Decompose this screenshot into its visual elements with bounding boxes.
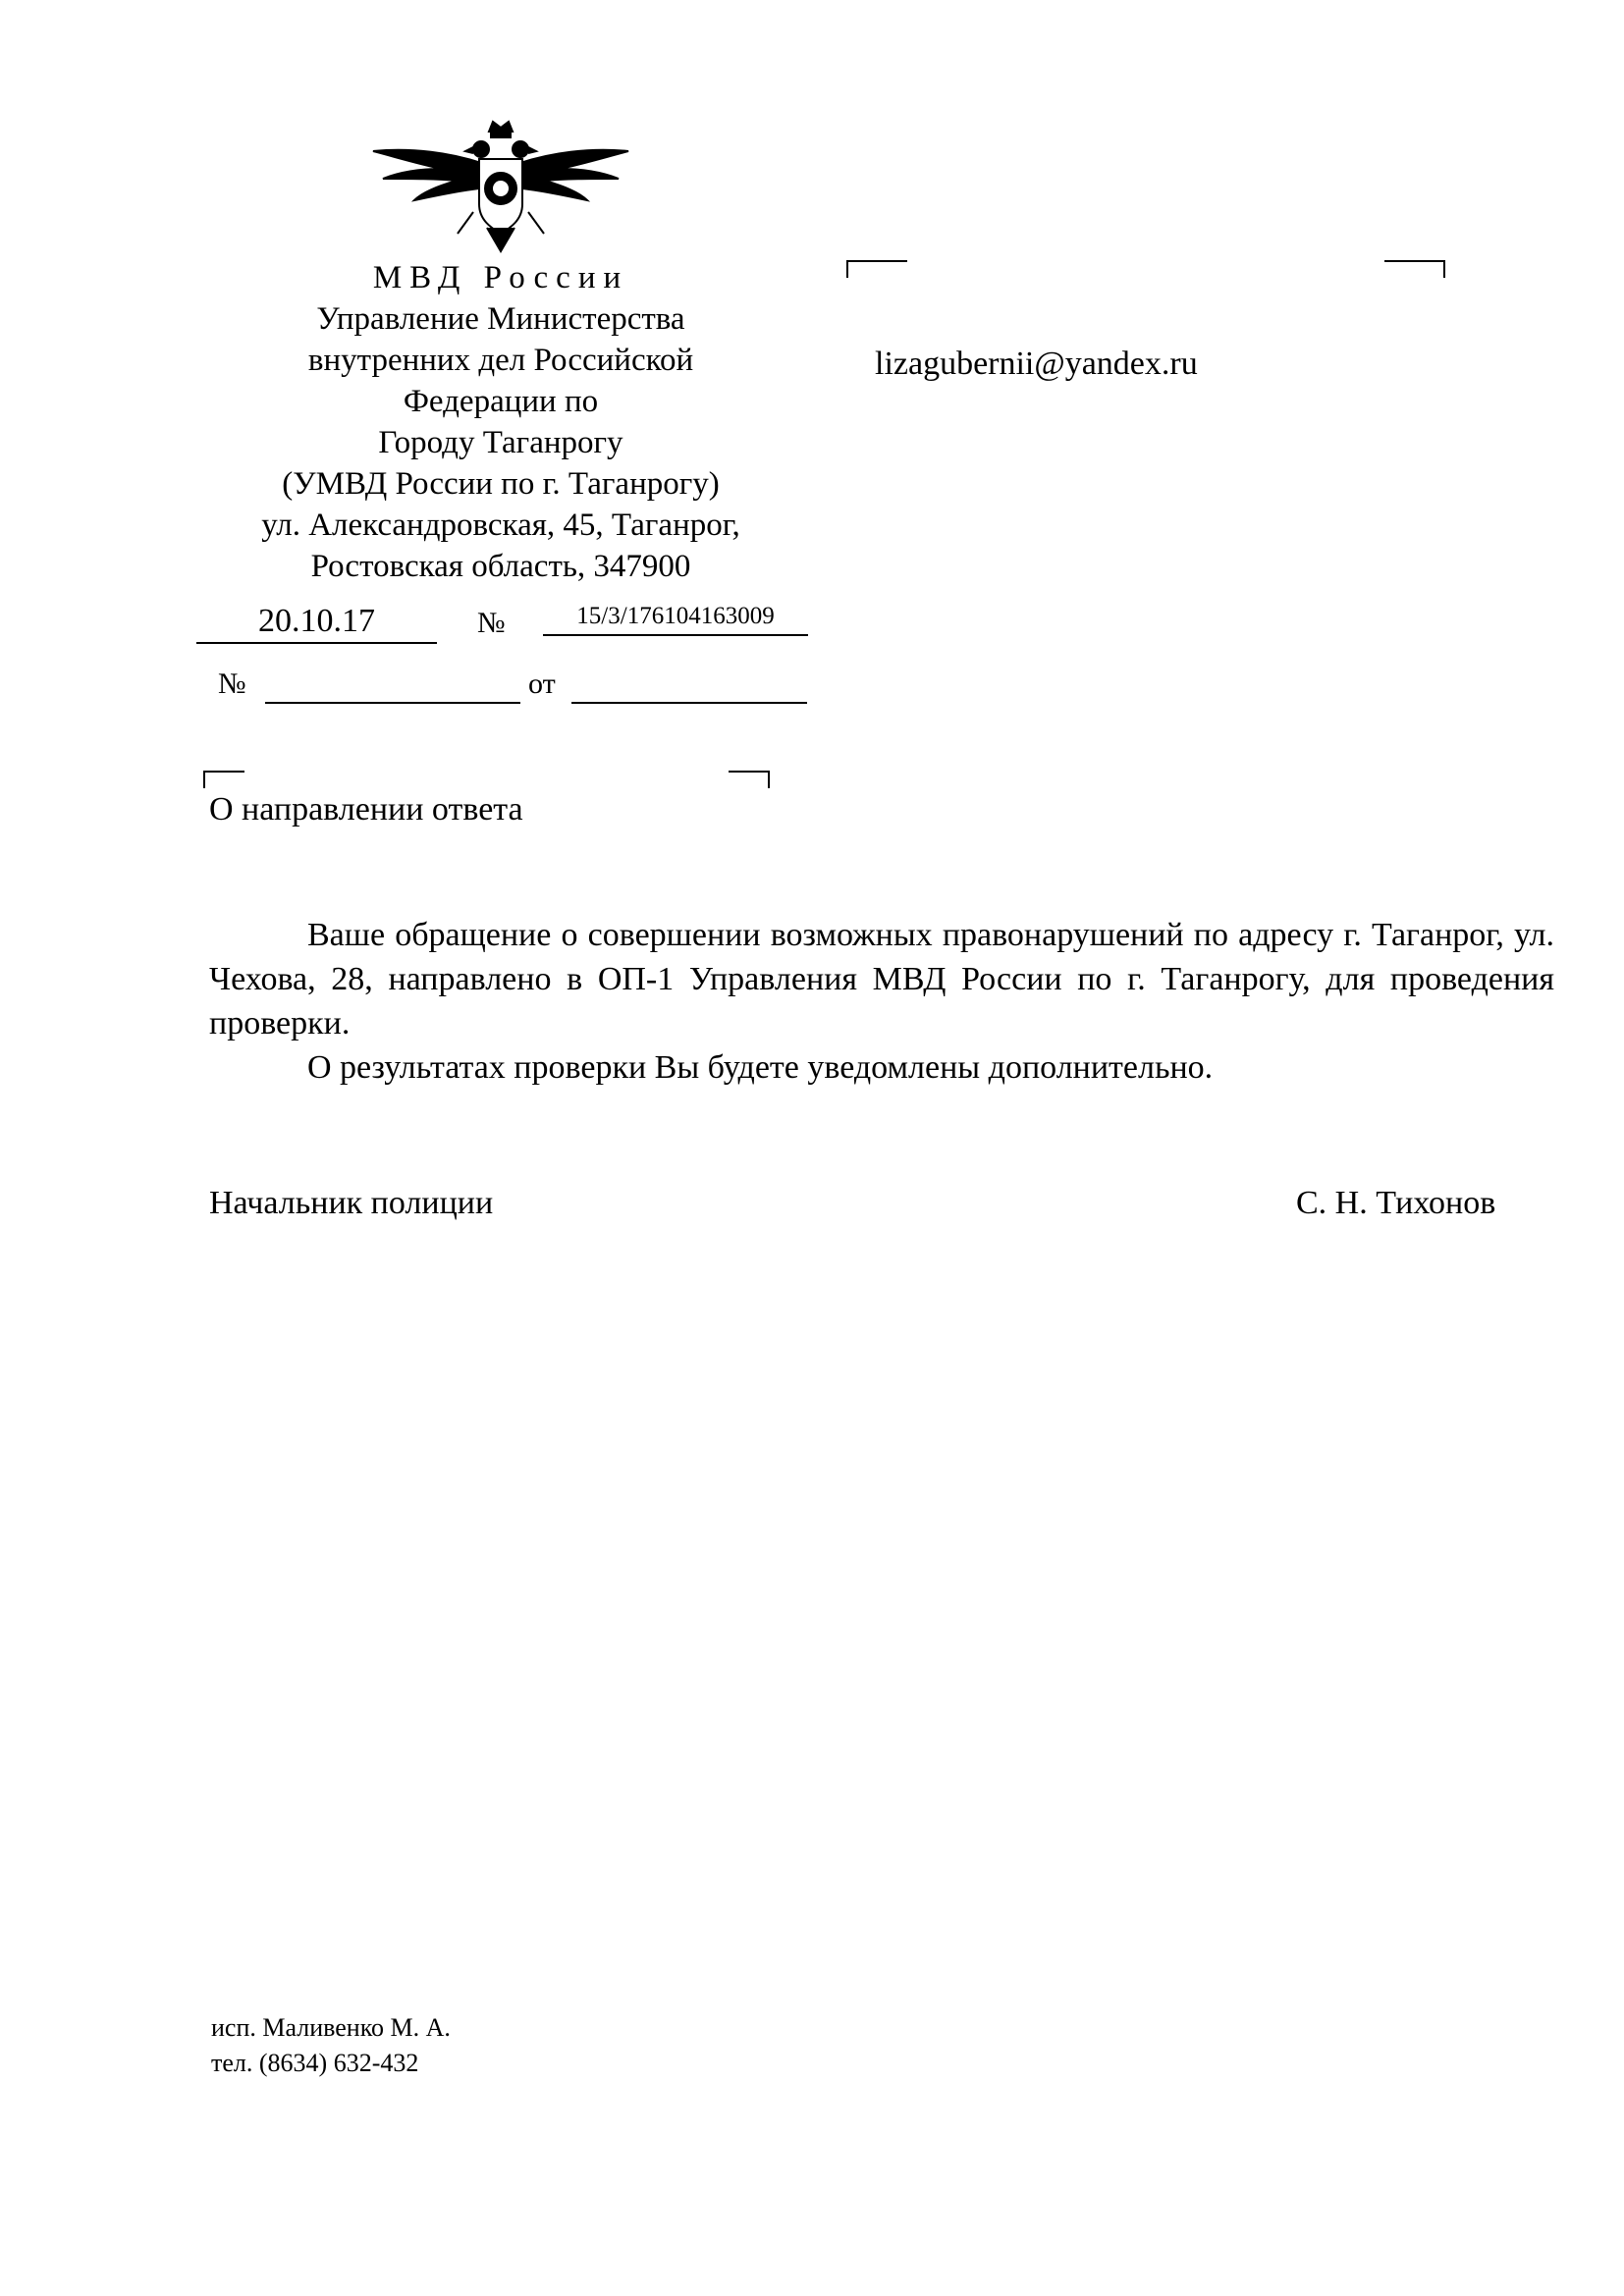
org-line: Федерации по [403, 384, 599, 419]
executor-name: исп. Маливенко М. А. [211, 2013, 451, 2042]
subject-corner-top-right [729, 771, 770, 788]
registration-number-sign: № [477, 607, 506, 639]
organization-details [196, 298, 805, 587]
body-paragraph: О результатах проверки Вы будете уведомлены дополнительно. [307, 1049, 1214, 1086]
reference-date-blank [571, 702, 807, 704]
subject-corner-top-left [203, 771, 244, 788]
mvd-eagle-emblem-icon [363, 118, 638, 255]
org-line: (УМВД России по г. Таганрогу) [282, 466, 720, 502]
organization-short-name: МВД России [372, 260, 629, 295]
signer-name: С. Н. Тихонов [1296, 1185, 1496, 1221]
org-line: Управление Министерства [316, 301, 685, 337]
registration-number: 15/3/176104163009 [543, 599, 808, 636]
reference-number-sign: № [218, 667, 246, 700]
executor-phone: тел. (8634) 632-432 [211, 2049, 419, 2077]
reference-number-blank [265, 702, 520, 704]
registration-date: 20.10.17 [196, 601, 437, 644]
reference-from-label: от [528, 667, 556, 700]
org-line: Ростовская область, 347900 [310, 549, 691, 584]
recipient-email: lizagubernii@yandex.ru [875, 346, 1198, 382]
org-line: Городу Таганрогу [378, 425, 623, 460]
body-paragraph: Ваше обращение о совершении возможных правонарушений по адресу г. Таганрог, ул. Чехова, 28, направлено в ОП-1 Управления МВД России по г. Таганрогу, для проведения проверки. [209, 917, 1554, 1041]
org-line: ул. Александровская, 45, Таганрог, [261, 507, 740, 543]
recipient-corner-top-left [846, 260, 907, 278]
org-line: внутренних дел Российской [307, 343, 694, 378]
letter-body [209, 913, 1554, 1090]
letter-subject: О направлении ответа [209, 791, 523, 828]
signer-title: Начальник полиции [209, 1185, 494, 1221]
recipient-corner-top-right [1384, 260, 1445, 278]
